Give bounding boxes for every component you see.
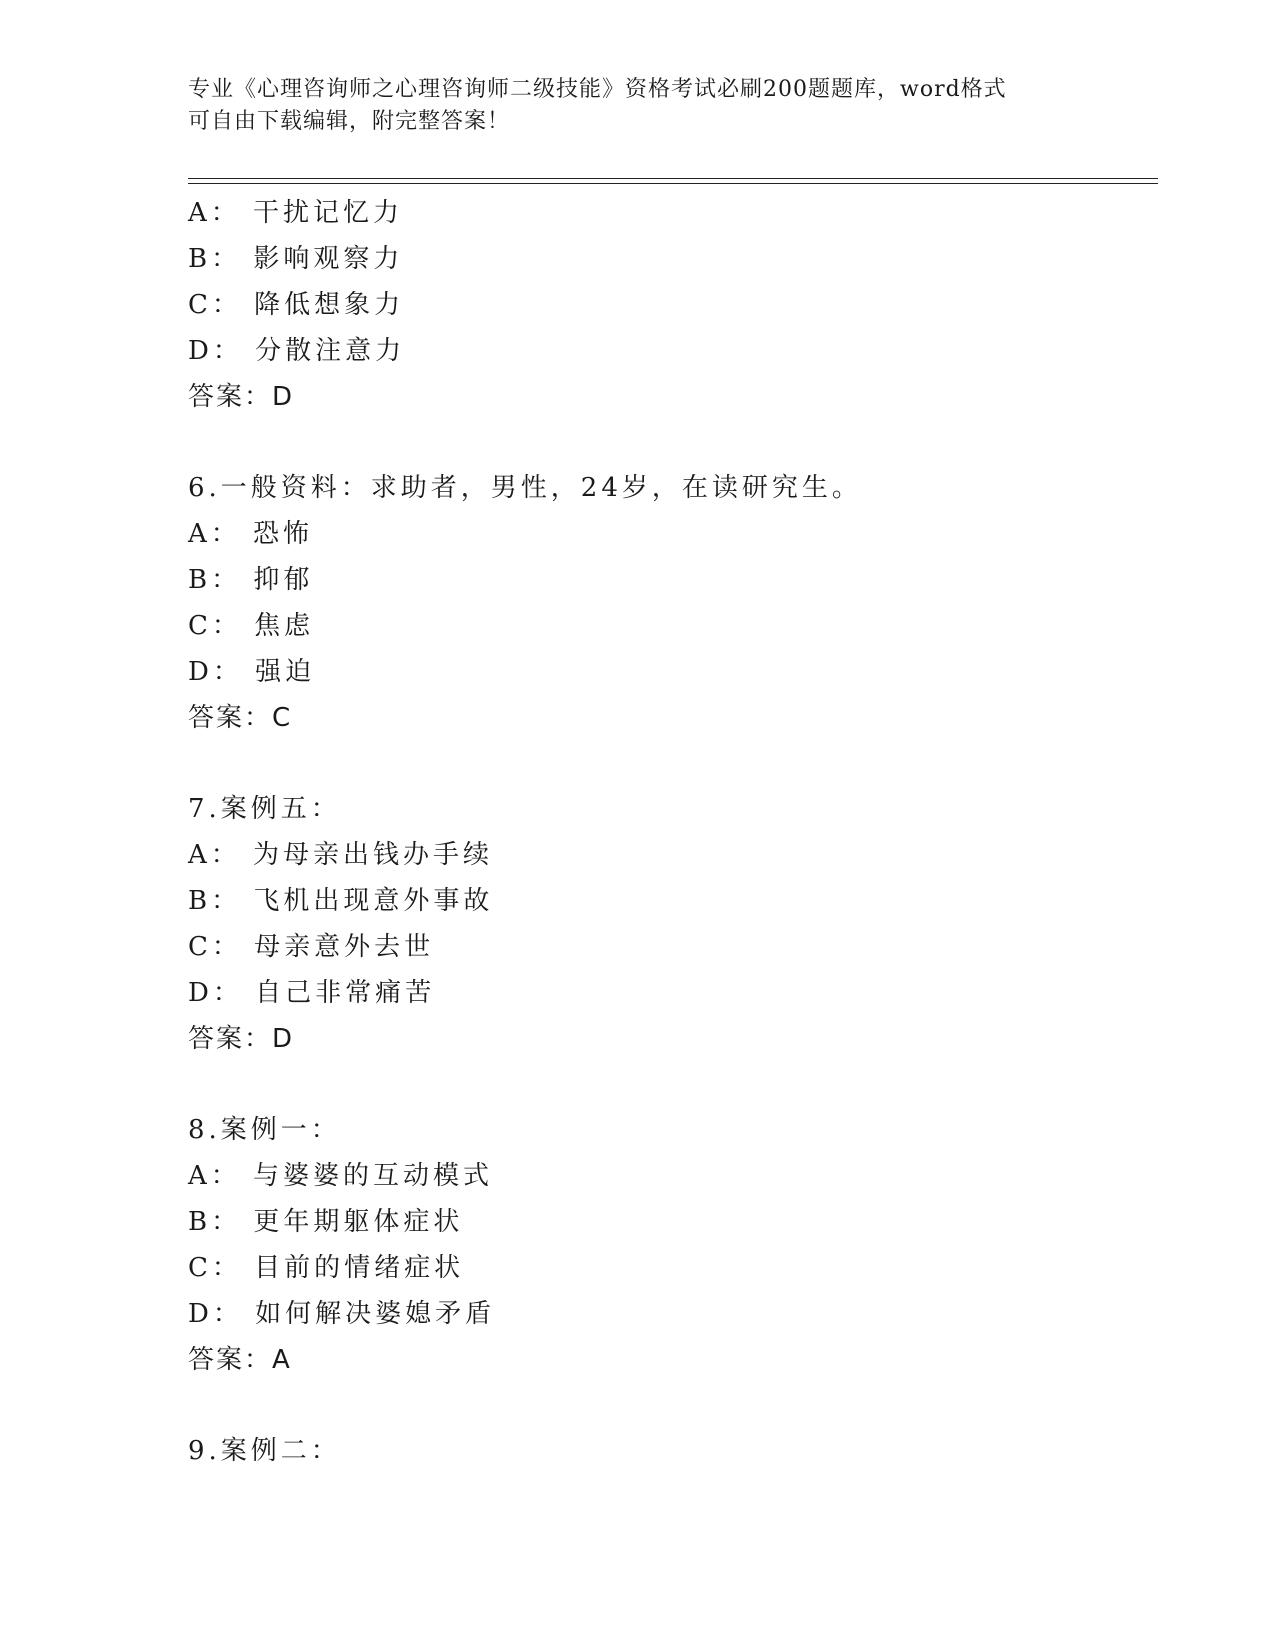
header-rule-bottom [188,183,1158,184]
option-b: B： 更年期躯体症状 [188,1207,464,1237]
option-c: C： 目前的情绪症状 [188,1253,465,1283]
option-a: A： 干扰记忆力 [188,198,404,228]
option-c: C： 焦虑 [188,611,315,641]
option-c: C： 母亲意外去世 [188,932,435,962]
question-5 [188,190,1148,420]
option-d: D： 自己非常痛苦 [188,978,436,1008]
option-b: B： 抑郁 [188,565,314,595]
header-line-1: 专业《心理咨询师之心理咨询师二级技能》资格考试必刷200题题库，word格式 [188,77,1007,102]
answer-line: 答案：C [188,703,293,733]
question-9 [188,1428,1148,1474]
document-header [188,74,1088,138]
question-stem: 8.案例一： [188,1115,341,1145]
spacer [188,1383,1148,1428]
header-line-2: 可自由下载编辑，附完整答案！ [188,109,511,134]
question-8 [188,1107,1148,1383]
header-rule-top [188,178,1158,179]
question-stem: 9.案例二： [188,1436,341,1466]
spacer [188,741,1148,786]
answer-line: 答案：A [188,1345,292,1375]
spacer [188,420,1148,465]
question-stem: 6.一般资料：求助者，男性，24岁，在读研究生。 [188,473,862,503]
question-6 [188,465,1148,741]
question-stem: 7.案例五： [188,794,341,824]
option-c: C： 降低想象力 [188,290,405,320]
option-a: A： 为母亲出钱办手续 [188,840,494,870]
option-a: A： 与婆婆的互动模式 [188,1161,494,1191]
option-a: A： 恐怖 [188,519,314,549]
question-list [188,190,1148,1474]
answer-line: 答案：D [188,1024,295,1054]
answer-line: 答案：D [188,382,295,412]
option-b: B： 飞机出现意外事故 [188,886,494,916]
question-7 [188,786,1148,1062]
option-b: B： 影响观察力 [188,244,404,274]
option-d: D： 如何解决婆媳矛盾 [188,1299,496,1329]
option-d: D： 分散注意力 [188,336,406,366]
spacer [188,1062,1148,1107]
option-d: D： 强迫 [188,657,316,687]
